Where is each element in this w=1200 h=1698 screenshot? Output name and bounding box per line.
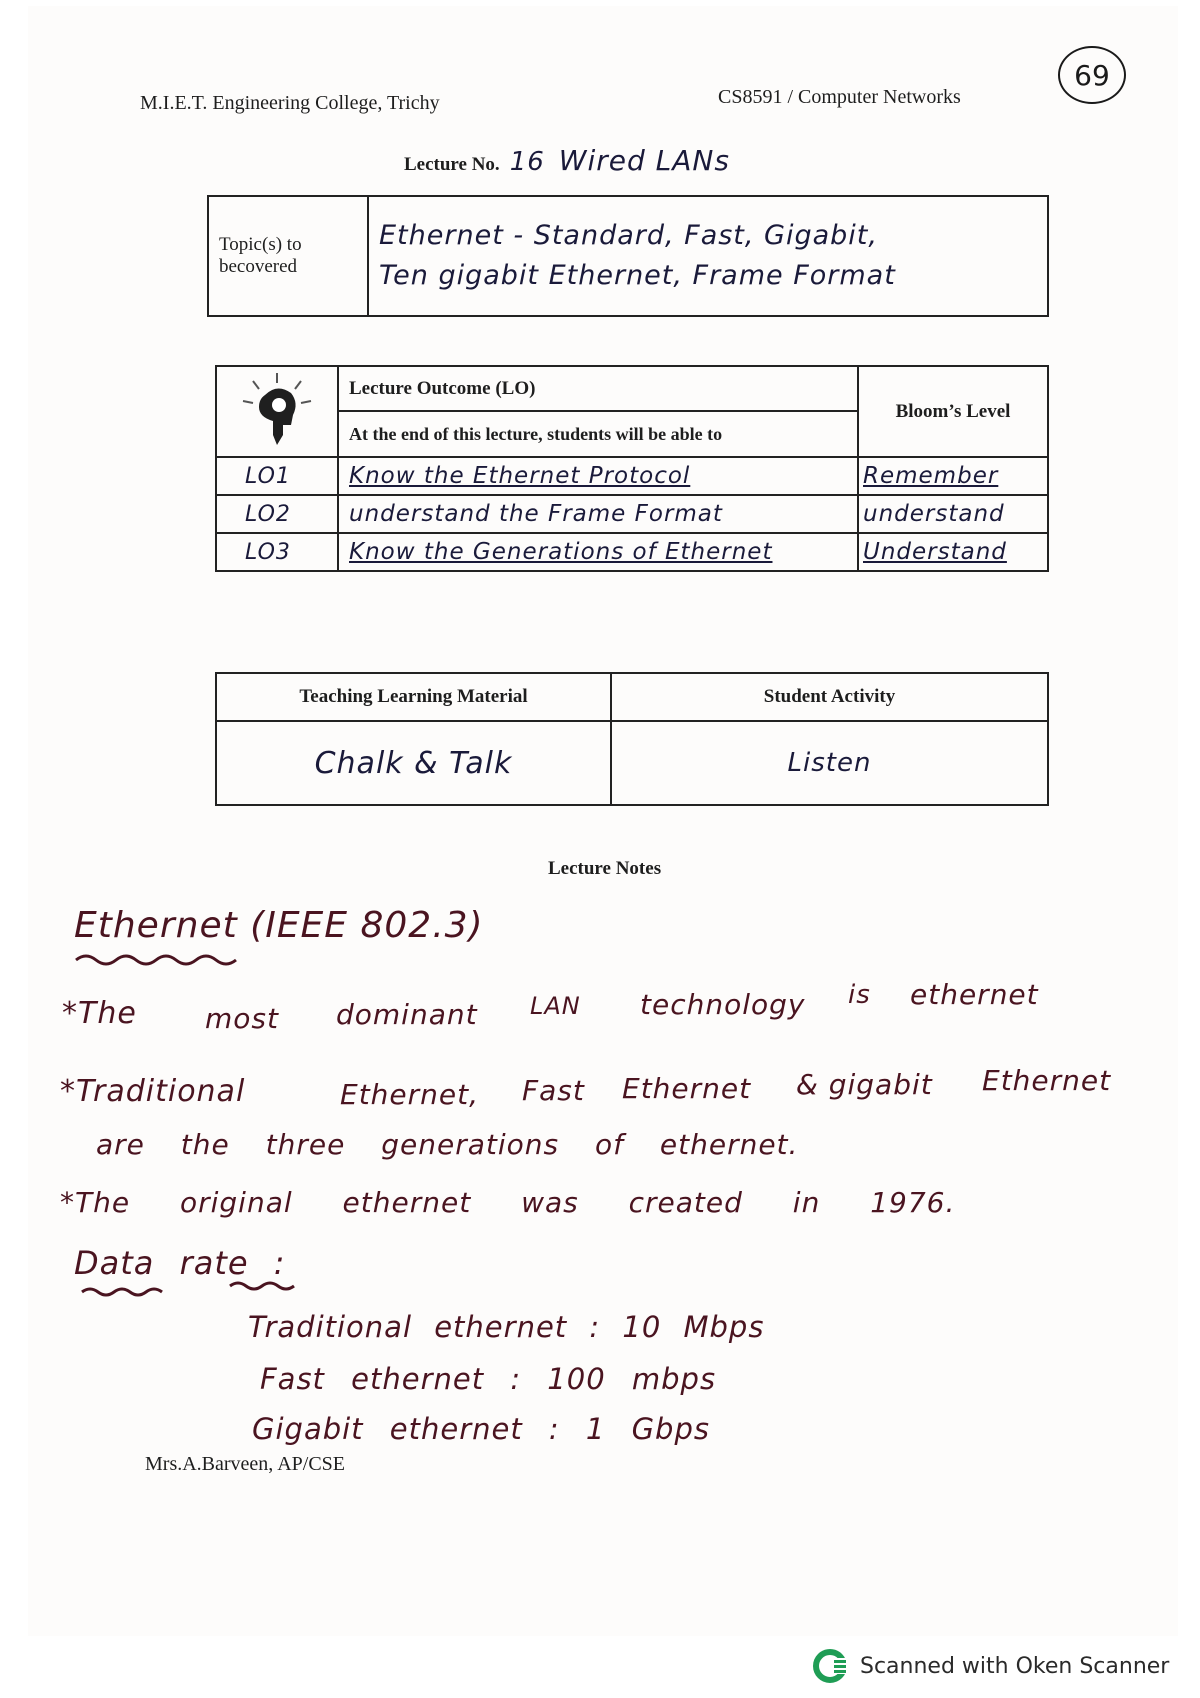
bullet2-word: *Traditional	[60, 1074, 246, 1109]
bullet3: *The original ethernet was created in 1976.	[60, 1186, 956, 1219]
scanner-logo-icon	[810, 1648, 850, 1684]
material-header-cell	[216, 673, 611, 721]
author: Mrs.A.Barveen, AP/CSE	[145, 1453, 345, 1475]
outcome-level-cell	[858, 457, 1048, 495]
activity-header: Student Activity	[763, 686, 896, 707]
bullet1-word: dominant	[336, 998, 478, 1031]
outcome-subheader: At the end of this lecture, students will be able to	[349, 423, 723, 444]
outcomes-table	[215, 365, 1049, 572]
outcome-level-cell	[858, 533, 1048, 571]
page-number: 69	[1058, 46, 1126, 104]
bloom-header-cell	[858, 366, 1048, 457]
bullet2-word: & gigabit	[796, 1068, 933, 1101]
outcome-level: understand	[863, 501, 1005, 527]
scanner-watermark	[810, 1648, 1169, 1684]
outcome-code: LO2	[245, 501, 291, 527]
outcome-text-cell	[338, 457, 858, 495]
outcome-text-cell	[338, 495, 858, 533]
bullet1-word: most	[205, 1002, 279, 1035]
outcome-text: Know the Ethernet Protocol	[349, 463, 691, 489]
outcome-header: Lecture Outcome (LO)	[349, 377, 536, 399]
outcome-code: LO3	[245, 539, 291, 565]
outcome-code-cell	[216, 533, 338, 571]
outcome-level: Understand	[863, 539, 1007, 565]
lecture-title: Wired LANs	[558, 144, 730, 177]
outcome-text-cell	[338, 533, 858, 571]
topics-line2: Ten gigabit Ethernet, Frame Format	[379, 260, 896, 291]
lecture-label: Lecture No.	[404, 154, 500, 175]
rate-line: Gigabit ethernet : 1 Gbps	[252, 1412, 710, 1446]
outcome-code-cell	[216, 495, 338, 533]
activity-value-cell	[611, 721, 1048, 805]
bloom-header: Bloom’s Level	[895, 400, 1011, 422]
activity-value: Listen	[787, 748, 872, 778]
topics-table	[207, 195, 1049, 317]
bullet2-word: Fast	[522, 1074, 585, 1107]
rate-line: Traditional ethernet : 10 Mbps	[248, 1310, 765, 1344]
topics-label-line1: Topic(s) to	[219, 234, 302, 255]
topics-label-cell	[208, 196, 368, 316]
topics-label-line2: becovered	[219, 256, 298, 277]
rate-underline	[228, 1278, 298, 1294]
outcome-subheader-cell	[338, 411, 858, 457]
topics-line1: Ethernet - Standard, Fast, Gigabit,	[379, 220, 878, 251]
material-value-cell	[216, 721, 611, 805]
bullet1-word: *The	[62, 996, 137, 1031]
bullet2-word: Ethernet,	[340, 1078, 480, 1111]
scanner-text: Scanned with Oken Scanner	[860, 1653, 1170, 1679]
course-code: CS8591 / Computer Networks	[718, 86, 961, 108]
outcome-text: understand the Frame Format	[349, 501, 723, 527]
outcome-level-cell	[858, 495, 1048, 533]
data-rate-label: Data rate :	[74, 1244, 286, 1282]
bullet2-word: Ethernet	[622, 1072, 752, 1105]
college-name: M.I.E.T. Engineering College, Trichy	[140, 92, 440, 114]
bullet1-word: technology	[640, 988, 806, 1021]
outcome-icon-cell	[216, 366, 338, 457]
material-header: Teaching Learning Material	[299, 686, 528, 707]
data-underline	[80, 1284, 170, 1300]
outcome-text: Know the Generations of Ethernet	[349, 539, 773, 565]
bullet2-line2: are the three generations of ethernet.	[96, 1128, 799, 1161]
rate-line: Fast ethernet : 100 mbps	[260, 1362, 717, 1396]
lecture-line	[404, 144, 730, 177]
notes-heading: Lecture Notes	[548, 858, 662, 879]
activity-header-cell	[611, 673, 1048, 721]
material-value: Chalk & Talk	[314, 745, 513, 781]
notes-title: Ethernet (IEEE 802.3)	[74, 905, 484, 946]
outcome-level: Remember	[863, 463, 999, 489]
head-gear-icon	[237, 369, 317, 449]
outcome-header-cell	[338, 366, 858, 411]
outcome-code: LO1	[245, 463, 291, 489]
bullet1-word: LAN	[530, 992, 581, 1020]
topics-value-cell	[368, 196, 1048, 316]
title-underline	[74, 950, 244, 970]
bullet2-word: Ethernet	[982, 1064, 1112, 1097]
teaching-table	[215, 672, 1049, 806]
bullet1-word: ethernet	[910, 978, 1039, 1011]
bullet1-word: is	[848, 980, 871, 1010]
outcome-code-cell	[216, 457, 338, 495]
lecture-number: 16	[509, 147, 545, 177]
